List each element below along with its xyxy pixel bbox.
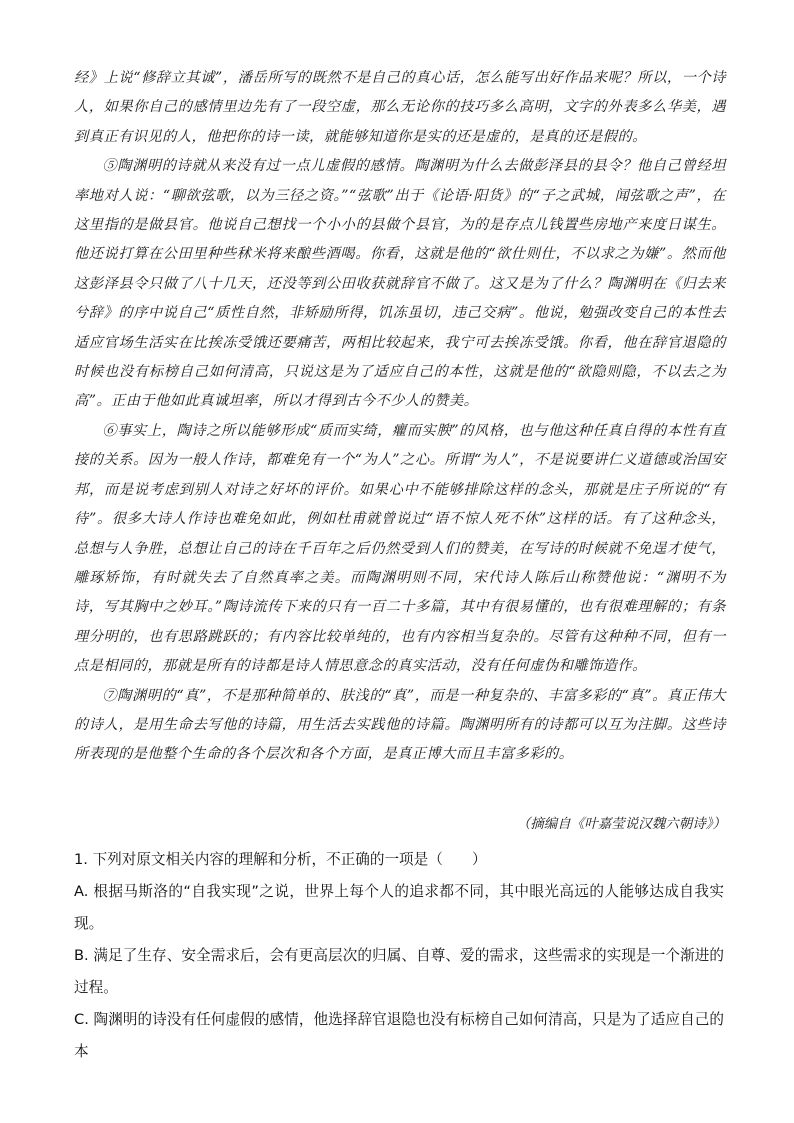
passage-paragraph-continued: 经》上说“修辞立其诚”，潘岳所写的既然不是自己的真心话，怎么能写出好作品来呢？所以，一个诗人，如果你自己的感情里边先有了一段空虚，那么无论你的技巧多么高明，文字的外表多么华美，遇到真正有识见的人，他把你的诗一读，就能够知道你是实的还是虚的，是真的还是假的。 <box>74 70 726 145</box>
option-a: A. 根据马斯洛的“自我实现”之说，世界上每个人的追求都不同，其中眼光高远的人能够达成自我实现。 <box>74 883 724 932</box>
option-c: C. 陶渊明的诗没有任何虚假的感情，他选择辞官退隐也没有标榜自己如何清高，只是为了适应自己的本 <box>74 1011 724 1060</box>
question-stem: 1. 下列对原文相关内容的理解和分析，不正确的一项是（ ） <box>74 851 487 868</box>
reading-passage <box>74 64 726 770</box>
question-block <box>74 844 724 1068</box>
passage-paragraph-6: ⑥事实上，陶诗之所以能够形成“质而实绮，癯而实腴”的风格，也与他这种任真自得的本性有直接的关系。因为一般人作诗，都难免有一个“为人”之心。所谓“为人”，不是说要讲仁义道德或治国安邦，而是说考虑到别人对诗之好坏的评价。如果心中不能够排除这样的念头，那就是庄子所说的“有待”。很多大诗人作诗也难免如此，例如杜甫就曾说过“语不惊人死不休”这样的话。有了这种念头，总想与人争胜，总想让自己的诗在千百年之后仍然受到人们的赞美，在写诗的时候就不免逞才使气，雕琢矫饰，有时就失去了自然真率之美。而陶渊明则不同，宋代诗人陈后山称赞他说：“渊明不为诗，写其胸中之妙耳。”陶诗流传下来的只有一百二十多篇，其中有很易懂的，也有很难理解的；有条理分明的，也有思路跳跃的；有内容比较单纯的，也有内容相当复杂的。尽管有这种种不同，但有一点是相同的，那就是所有的诗都是诗人情思意念的真实活动，没有任何虚伪和雕饰造作。 <box>74 422 726 675</box>
passage-paragraph-5: ⑤陶渊明的诗就从来没有过一点儿虚假的感情。陶渊明为什么去做彭泽县的县令？他自己曾经坦率地对人说：“聊欲弦歌，以为三径之资。”“弦歌”出于《论语·阳货》的“子之武城，闻弦歌之声”，在这里指的是做县官。他说自己想找一个小小的县做个县官，为的是存点儿钱置些房地产来度日谋生。他还说打算在公田里种些秫米将来酿些酒喝。你看，这就是他的“欲仕则仕，不以求之为嫌”。然而他这彭泽县令只做了八十几天，还没等到公田收获就辞官不做了。这又是为了什么？陶渊明在《归去来兮辞》的序中说自己“质性自然，非矫励所得，饥冻虽切，违己交病”。他说，勉强改变自己的本性去适应官场生活实在比挨冻受饿还要痛苦，两相比较起来，我宁可去挨冻受饿。你看，他在辞官退隐的时候也没有标榜自己如何清高，只说这是为了适应自己的本性，这就是他的“欲隐则隐，不以去之为高”。正由于他如此真诚坦率，所以才得到古今不少人的赞美。 <box>74 158 726 410</box>
passage-paragraph-7: ⑦陶渊明的“真”，不是那种简单的、肤浅的“真”，而是一种复杂的、丰富多彩的“真”。真正伟大的诗人，是用生命去写他的诗篇，用生活去实践他的诗篇。陶渊明所有的诗都可以互为注脚。这些诗所表现的是他整个生命的各个层次和各个方面，是真正博大而且丰富多彩的。 <box>74 687 726 763</box>
source-citation: （摘编自《叶嘉莹说汉魏六朝诗》） <box>516 816 726 832</box>
option-b: B. 满足了生存、安全需求后，会有更高层次的归属、自尊、爱的需求，这些需求的实现是一个渐进的过程。 <box>74 947 724 996</box>
